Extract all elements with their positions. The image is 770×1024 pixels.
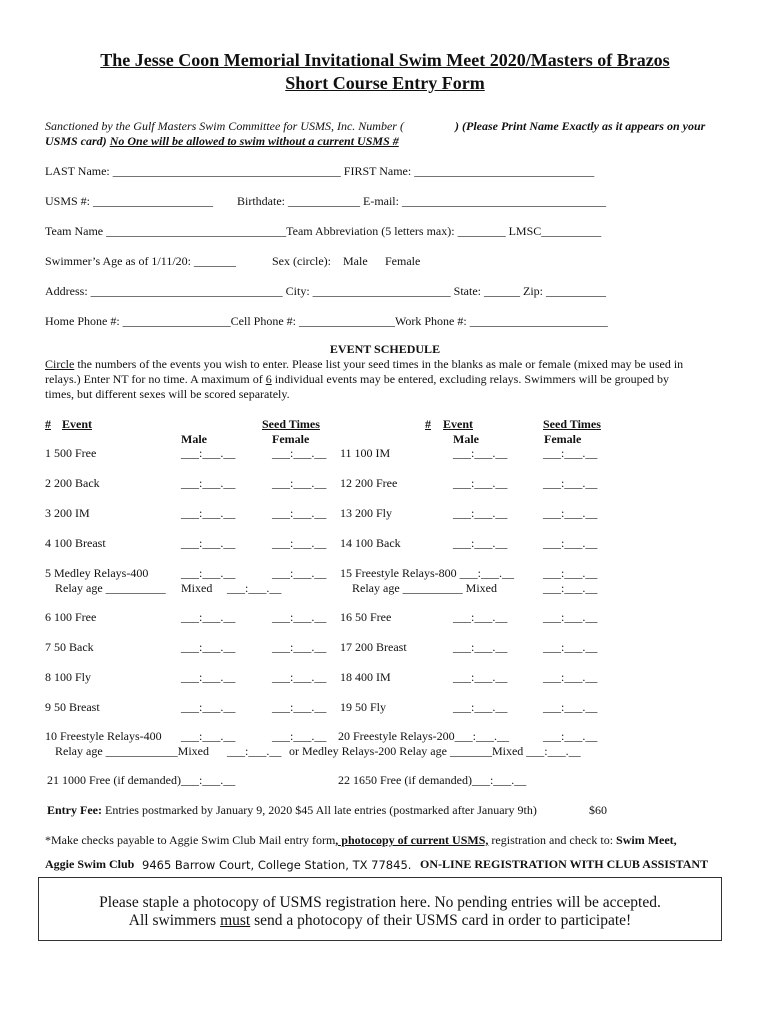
female-seed-time-field[interactable]: ___:___.__: [272, 536, 327, 550]
notice-must: must: [220, 912, 251, 929]
instructions-line1: [45, 357, 683, 372]
event-22-row[interactable]: 22 1650 Free (if demanded)___:___.__: [338, 773, 527, 787]
col-female-right: Female: [544, 432, 582, 446]
event-row-right-label[interactable]: 16 50 Free: [340, 610, 392, 624]
female-seed-time-field[interactable]: ___:___.__: [272, 446, 327, 460]
male-seed-time-field[interactable]: ___:___.__: [453, 610, 508, 624]
notice-line1: Please staple a photocopy of USMS registration here. No pending entries will be accepted.: [99, 894, 661, 911]
female-seed-time-field[interactable]: ___:___.__: [272, 700, 327, 714]
relay-5-age[interactable]: Relay age __________: [55, 581, 166, 595]
event-row-left-label[interactable]: 8 100 Fly: [45, 670, 92, 684]
col-male-left: Male: [181, 432, 207, 446]
col-seed-right: Seed Times: [543, 417, 601, 431]
male-seed-time-field[interactable]: ___:___.__: [453, 700, 508, 714]
event-row-left-label[interactable]: 6 100 Free: [45, 610, 97, 624]
col-seed-left: Seed Times: [262, 417, 320, 431]
address-fields-row[interactable]: Address: ________________________________ City: _______________________ State: ______ Zip: __________: [45, 284, 606, 298]
relay-20-female-time[interactable]: ___:___.__: [543, 729, 598, 743]
relay-10-label[interactable]: 10 Freestyle Relays-400: [45, 729, 162, 743]
instructions-line2-a: relays.) Enter NT for no time. A maximum of: [45, 372, 266, 386]
event-row-right-label[interactable]: 12 200 Free: [340, 476, 398, 490]
relay-5-male-time[interactable]: ___:___.__: [181, 566, 236, 580]
usms-number-field[interactable]: USMS #: ____________________: [45, 194, 214, 208]
usms-card-label: USMS card): [45, 134, 107, 148]
female-seed-time-field[interactable]: ___:___.__: [543, 640, 598, 654]
name-fields-row[interactable]: LAST Name: ______________________________________ FIRST Name: ______________________________: [45, 164, 595, 178]
relay-15-female-time[interactable]: ___:___.__: [543, 566, 598, 580]
event-row-right-label[interactable]: 17 200 Breast: [340, 640, 407, 654]
male-seed-time-field[interactable]: ___:___.__: [453, 670, 508, 684]
relay-10-male-time[interactable]: ___:___.__: [181, 729, 236, 743]
relay-5-mixed-label: Mixed: [181, 581, 213, 595]
entry-fee-row: [47, 803, 537, 818]
male-seed-time-field[interactable]: ___:___.__: [181, 476, 236, 490]
male-seed-time-field[interactable]: ___:___.__: [453, 506, 508, 520]
team-fields-row[interactable]: Team Name ______________________________Team Abbreviation (5 letters max): ________ LMSC__________: [45, 224, 602, 238]
event-schedule-heading: EVENT SCHEDULE: [329, 342, 441, 356]
male-seed-time-field[interactable]: ___:___.__: [181, 446, 236, 460]
col-hash-right: #: [425, 417, 431, 431]
mailing-address: 9465 Barrow Court, College Station, TX 77845.: [142, 858, 412, 872]
form-title-line1: The Jesse Coon Memorial Invitational Swim Meet 2020/Masters of Brazos: [100, 50, 670, 70]
usms-card-note: [45, 134, 399, 149]
event-row-left-label[interactable]: 9 50 Breast: [45, 700, 100, 714]
max-events-number: 6: [265, 372, 272, 386]
online-registration-note: ON-LINE REGISTRATION WITH CLUB ASSISTANT: [420, 857, 709, 871]
col-hash-left: #: [45, 417, 51, 431]
sanction-text: Sanctioned by the Gulf Masters Swim Committee for USMS, Inc. Number (: [45, 119, 404, 133]
female-seed-time-field[interactable]: ___:___.__: [543, 506, 598, 520]
mail-to-swim-meet: Swim Meet,: [616, 833, 677, 847]
photocopy-notice-box: [38, 877, 722, 941]
phone-fields-row[interactable]: Home Phone #: __________________Cell Phone #: ________________Work Phone #: _______________________: [45, 314, 608, 328]
entry-fee-text: Entries postmarked by January 9, 2020 $45 All late entries (postmarked after January 9th): [104, 803, 537, 817]
instructions-line1-text: the numbers of the events you wish to enter. Please list your seed times in the blanks as male or female (mixed may be used in: [74, 357, 684, 371]
usms-required-warning: No One will be allowed to swim without a current USMS #: [109, 134, 399, 148]
sex-option-female[interactable]: Female: [385, 254, 421, 268]
event-row-right-label[interactable]: 14 100 Back: [340, 536, 401, 550]
checks-payable-text: *Make checks payable to Aggie Swim Club Mail entry form: [45, 833, 336, 847]
relay-5-mixed-time[interactable]: ___:___.__: [227, 581, 282, 595]
age-field[interactable]: Swimmer’s Age as of 1/11/20: _______: [45, 254, 236, 268]
female-seed-time-field[interactable]: ___:___.__: [543, 670, 598, 684]
male-seed-time-field[interactable]: ___:___.__: [181, 506, 236, 520]
male-seed-time-field[interactable]: ___:___.__: [181, 610, 236, 624]
entry-fee-label: Entry Fee:: [47, 803, 102, 817]
sex-option-male[interactable]: Male: [343, 254, 368, 268]
relay-10-female-time[interactable]: ___:___.__: [272, 729, 327, 743]
female-seed-time-field[interactable]: ___:___.__: [543, 536, 598, 550]
col-event-right: Event: [443, 417, 473, 431]
print-name-note: ) (Please Print Name Exactly as it appears on your: [455, 119, 706, 133]
notice-line2-a: All swimmers: [128, 912, 221, 929]
mail-to-text: registration and check to:: [488, 833, 614, 847]
event-row-right-label[interactable]: 18 400 IM: [340, 670, 391, 684]
event-row-left-label[interactable]: 7 50 Back: [45, 640, 94, 654]
club-name: Aggie Swim Club: [45, 857, 135, 871]
event-row-right-label[interactable]: 11 100 IM: [340, 446, 391, 460]
female-seed-time-field[interactable]: ___:___.__: [543, 446, 598, 460]
notice-line2-c: send a photocopy of their USMS card in order to participate!: [250, 912, 632, 929]
instructions-line2: [45, 372, 669, 387]
male-seed-time-field[interactable]: ___:___.__: [453, 476, 508, 490]
sex-label: Sex (circle):: [272, 254, 331, 268]
male-seed-time-field[interactable]: ___:___.__: [453, 536, 508, 550]
male-seed-time-field[interactable]: ___:___.__: [181, 640, 236, 654]
relay-5-label[interactable]: 5 Medley Relays-400: [45, 566, 149, 580]
col-event-left: Event: [62, 417, 92, 431]
late-fee-amount: $60: [589, 803, 607, 817]
event-row-left-label[interactable]: 2 200 Back: [45, 476, 100, 490]
female-seed-time-field[interactable]: ___:___.__: [272, 506, 327, 520]
relay-15-age[interactable]: Relay age __________ Mixed: [352, 581, 497, 595]
female-seed-time-field[interactable]: ___:___.__: [543, 610, 598, 624]
checks-payable-row: [45, 833, 677, 848]
col-female-left: Female: [272, 432, 310, 446]
event-row-left-label[interactable]: 4 100 Breast: [45, 536, 106, 550]
female-seed-time-field[interactable]: ___:___.__: [272, 476, 327, 490]
form-title-line2: Short Course Entry Form: [285, 73, 485, 93]
male-seed-time-field[interactable]: ___:___.__: [453, 640, 508, 654]
event-21-row[interactable]: 21 1000 Free (if demanded)___:___.__: [47, 773, 236, 787]
notice-line2: [39, 912, 721, 930]
female-seed-time-field[interactable]: ___:___.__: [543, 476, 598, 490]
event-row-right-label[interactable]: 19 50 Fly: [340, 700, 387, 714]
male-seed-time-field[interactable]: ___:___.__: [453, 446, 508, 460]
relay-5-female-time[interactable]: ___:___.__: [272, 566, 327, 580]
female-seed-time-field[interactable]: ___:___.__: [272, 670, 327, 684]
male-seed-time-field[interactable]: ___:___.__: [181, 700, 236, 714]
birthdate-email-fields[interactable]: Birthdate: ____________ E-mail: __________________________________: [237, 194, 606, 208]
instructions-line3: times, but different sexes will be scored separately.: [45, 387, 290, 401]
female-seed-time-field[interactable]: ___:___.__: [272, 610, 327, 624]
relay-10-age[interactable]: Relay age ____________Mixed: [55, 744, 209, 758]
relay-20-age[interactable]: or Medley Relays-200 Relay age _______Mixed ___:___.__: [289, 744, 581, 758]
event-row-right-label[interactable]: 13 200 Fly: [340, 506, 393, 520]
relay-15-mixed-time[interactable]: ___:___.__: [543, 581, 598, 595]
event-row-left-label[interactable]: 1 500 Free: [45, 446, 97, 460]
instructions-line2-c: individual events may be entered, excluding relays. Swimmers will be grouped by: [271, 372, 669, 386]
female-seed-time-field[interactable]: ___:___.__: [543, 700, 598, 714]
col-male-right: Male: [453, 432, 479, 446]
photocopy-note: , photocopy of current USMS,: [335, 833, 489, 847]
male-seed-time-field[interactable]: ___:___.__: [181, 536, 236, 550]
female-seed-time-field[interactable]: ___:___.__: [272, 640, 327, 654]
relay-20-label[interactable]: 20 Freestyle Relays-200___:___.__: [338, 729, 509, 743]
relay-15-label[interactable]: 15 Freestyle Relays-800 ___:___.__: [340, 566, 514, 580]
circle-word: Circle: [45, 357, 75, 371]
relay-10-mixed-time[interactable]: ___:___.__: [227, 744, 282, 758]
event-row-left-label[interactable]: 3 200 IM: [45, 506, 90, 520]
male-seed-time-field[interactable]: ___:___.__: [181, 670, 236, 684]
